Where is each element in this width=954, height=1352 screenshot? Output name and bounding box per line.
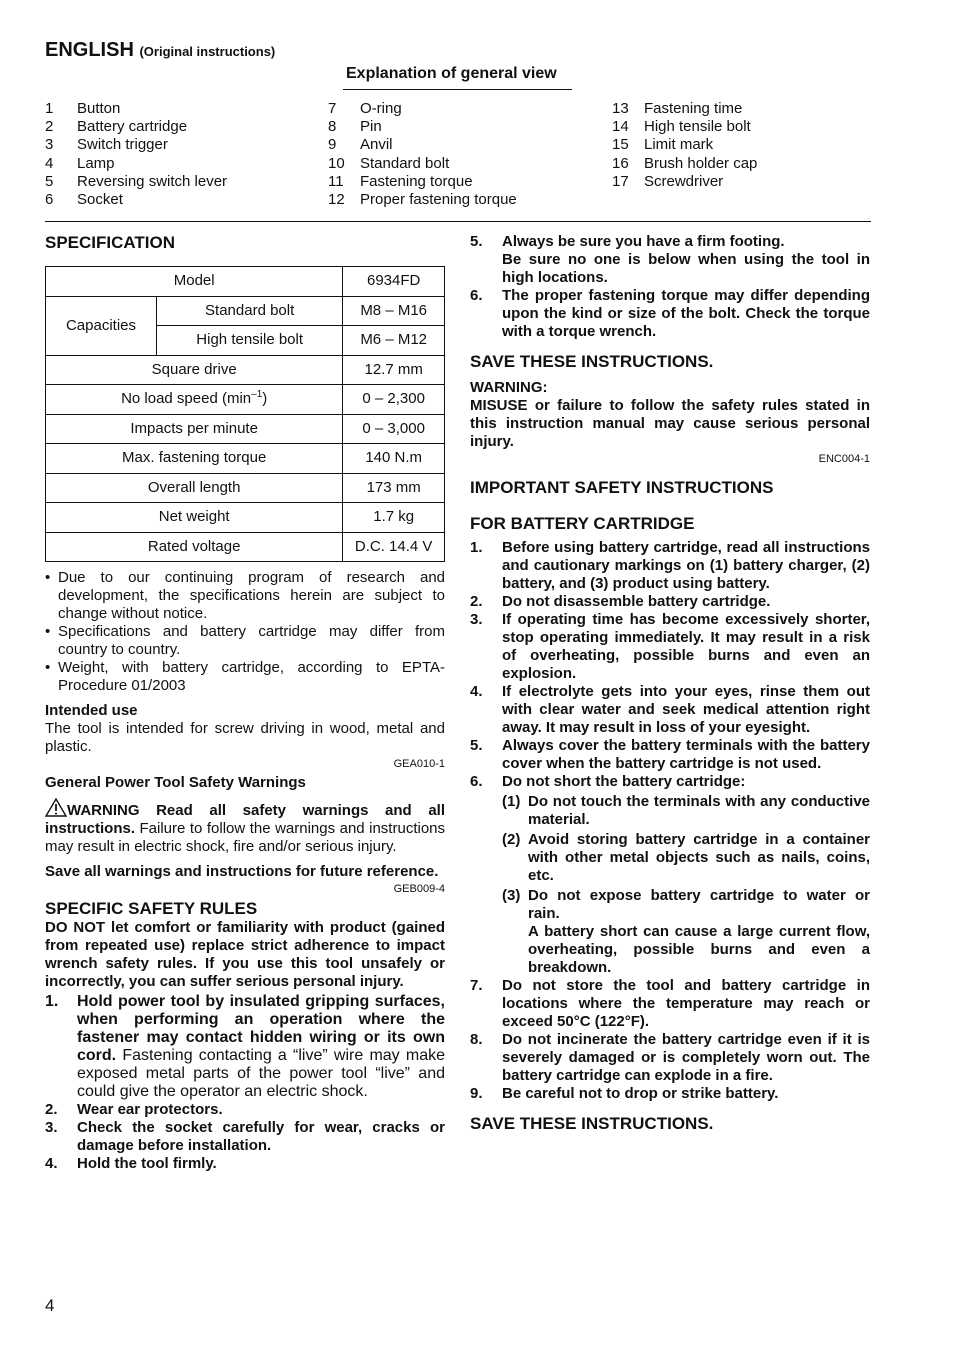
general-view-column-2 [328, 100, 517, 209]
list-item: 7 O-ring [328, 100, 402, 117]
table-row: Impacts per minute 0 – 3,000 [46, 414, 445, 444]
list-item: 12 Proper fastening torque [328, 190, 517, 208]
list-item: 9 Anvil [328, 136, 393, 154]
list-item: 6. Do not short the battery cartridge: [470, 773, 746, 790]
general-warnings-title: General Power Tool Safety Warnings [45, 774, 306, 791]
general-view-title: Explanation of general view [346, 65, 557, 82]
general-view-column-3 [612, 100, 757, 191]
list-item: 4 Lamp [45, 154, 115, 172]
list-item: 2 Battery cartridge [45, 118, 188, 136]
sub-list-item: (3) Do not expose battery cartridge to water or rain. A battery short can cause a large current flow, overheating, possible burns and even a breakdown. [502, 887, 870, 976]
list-item: 4. Hold the tool firmly. [45, 1155, 217, 1172]
list-item: 2. Wear ear protectors. [45, 1101, 223, 1118]
list-item: • Due to our continuing program of research and development, the specifications herein are subject to change without notice. [45, 569, 445, 623]
intended-use-text: The tool is intended for screw driving in wood, metal and plastic. [45, 720, 445, 755]
table-row: Model 6934FD [46, 267, 445, 297]
save-warnings-text: Save all warnings and instructions for future reference. [45, 863, 439, 880]
list-item: 2. Do not disassemble battery cartridge. [470, 593, 771, 610]
list-item: 5. Always cover the battery terminals with the battery cover when the battery cartridge is not used. [470, 737, 870, 772]
table-row: Capacities Standard bolt M8 – M16 [46, 296, 445, 326]
list-item: 4. If electrolyte gets into your eyes, rinse them out with clear water and seek medical attention right away. It may result in loss of your eyesight. [470, 683, 870, 736]
warning-text: MISUSE or failure to follow the safety rules stated in this instruction manual may cause serious personal injury. [470, 397, 870, 450]
table-row: Rated voltage D.C. 14.4 V [46, 532, 445, 562]
general-view-column-1 [45, 100, 227, 209]
battery-safety-subtitle: FOR BATTERY CARTRIDGE [470, 514, 695, 533]
list-item: 9. Be careful not to drop or strike battery. [470, 1085, 779, 1102]
specific-safety-rules-title: SPECIFIC SAFETY RULES [45, 899, 258, 918]
list-item: 5. Always be sure you have a firm footing. Be sure no one is below when using the tool in high locations. [470, 233, 870, 286]
list-item: 1. Hold power tool by insulated gripping surfaces, when performing an operation where the fastener may contact hidden wiring or its own cord. Fastening contacting a “live” wire may make exposed metal parts of the power tool “live” and could give the operator an electric shock. [45, 993, 445, 1100]
table-row: Overall length 173 mm [46, 473, 445, 503]
list-item: • Specifications and battery cartridge may differ from country to country. [45, 623, 445, 659]
list-item: 6 Socket [45, 190, 123, 208]
battery-instructions-list [470, 539, 870, 1103]
list-item: • Weight, with battery cartridge, according to EPTA-Procedure 01/2003 [45, 659, 445, 695]
header-subtitle: (Original instructions) [139, 44, 276, 59]
left-column [45, 233, 445, 1173]
list-item: 3. Check the socket carefully for wear, cracks or damage before installation. [45, 1119, 445, 1154]
list-item: 1 Button [45, 100, 121, 117]
table-row: High tensile bolt M6 – M12 [46, 326, 445, 356]
intended-use-title: Intended use [45, 702, 138, 719]
list-item: 17 Screwdriver [612, 172, 724, 190]
specification-title: SPECIFICATION [45, 233, 176, 252]
list-item: 1. Before using battery cartridge, read all instructions and cautionary markings on (1) battery charger, (2) battery, and (3) product using battery. [470, 539, 870, 592]
page-header [45, 38, 275, 64]
divider [45, 221, 871, 222]
sub-list-item: (2) Avoid storing battery cartridge in a container with other metal objects such as nails, coins, etc. [502, 831, 870, 884]
table-row: Square drive 12.7 mm [46, 355, 445, 385]
list-item: 5 Reversing switch lever [45, 172, 228, 190]
save-instructions-heading: SAVE THESE INSTRUCTIONS. [470, 1114, 714, 1133]
specification-table [45, 266, 445, 562]
language-label: ENGLISH [45, 39, 134, 61]
list-item: 14 High tensile bolt [612, 118, 751, 136]
list-item: 15 Limit mark [612, 136, 714, 154]
list-item: 8 Pin [328, 118, 382, 136]
save-instructions-heading: SAVE THESE INSTRUCTIONS. [470, 352, 714, 371]
list-item: 7. Do not store the tool and battery cartridge in locations where the temperature may reach or exceed 50°C (122°F). [470, 977, 870, 1030]
document-code: GEA010-1 [393, 758, 445, 770]
list-item: 10 Standard bolt [328, 154, 450, 172]
general-warnings-text: WARNING Read all safety warnings and all instructions. Failure to follow the warnings and instructions may result in electric shock, fire and/or serious injury. [45, 798, 445, 856]
list-item: 16 Brush holder cap [612, 154, 758, 172]
specific-rules-intro: DO NOT let comfort or familiarity with product (gained from repeated use) replace strict adherence to impact wrench safety rules. If you use this tool unsafely or incorrectly, you can suffer serious personal injury. [45, 919, 445, 990]
list-item: 6. The proper fastening torque may differ depending upon the kind or size of the bolt. Check the torque with a torque wrench. [470, 287, 870, 340]
table-row: Max. fastening torque 140 N.m [46, 444, 445, 474]
specification-notes [45, 569, 445, 695]
list-item: 3 Switch trigger [45, 136, 168, 154]
list-item: 8. Do not incinerate the battery cartridge even if it is severely damaged or is completely worn out. The battery cartridge can explode in a fire. [470, 1031, 870, 1084]
list-item: 11 Fastening torque [328, 172, 473, 190]
divider [343, 89, 572, 90]
table-row: No load speed $(\min^{-1})$ 0 – 2,300 [46, 385, 445, 415]
document-code: GEB009-4 [393, 883, 445, 895]
warning-triangle-icon [45, 798, 67, 817]
list-item: 3. If operating time has become excessively shorter, stop operating immediately. It may result in a risk of overheating, possible burns and even an explosion. [470, 611, 870, 682]
battery-safety-title: IMPORTANT SAFETY INSTRUCTIONS [470, 478, 774, 497]
document-code: ENC004-1 [818, 453, 870, 465]
warning-label: WARNING: [470, 379, 548, 396]
page-number: 4 [45, 1296, 55, 1315]
sub-list-item: (1) Do not touch the terminals with any conductive material. [502, 793, 870, 828]
table-row: Net weight 1.7 kg [46, 503, 445, 533]
list-item: 13 Fastening time [612, 100, 743, 117]
right-column [470, 233, 870, 1134]
